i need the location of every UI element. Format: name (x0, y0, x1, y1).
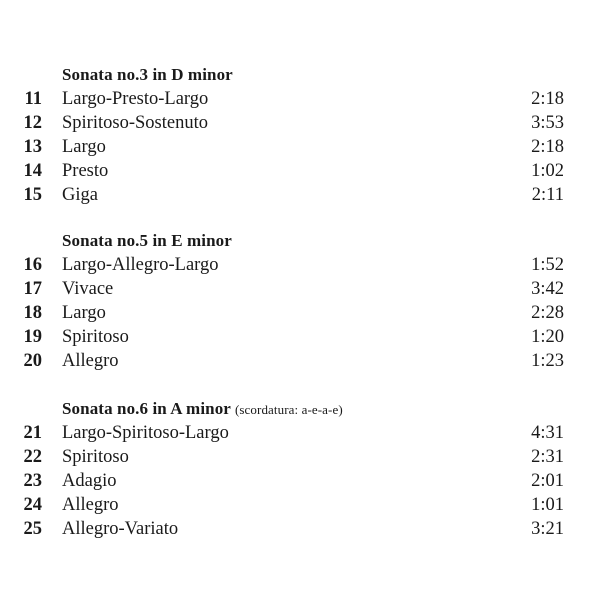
track-duration: 2:18 (531, 137, 564, 157)
track-number: 24 (23, 495, 42, 515)
track-number: 21 (23, 423, 42, 443)
track-row (0, 445, 600, 469)
track-duration: 1:02 (531, 161, 564, 181)
track-number: 25 (23, 519, 42, 539)
track-duration: 2:11 (531, 185, 564, 205)
track-title: Spiritoso (62, 447, 129, 467)
track-row (0, 159, 600, 183)
track-title: Vivace (62, 279, 114, 299)
track-duration: 2:31 (531, 447, 564, 467)
track-row (0, 517, 600, 541)
track-title: Allegro (62, 351, 119, 371)
track-number: 19 (23, 327, 42, 347)
track-number: 16 (23, 255, 42, 275)
track-duration: 2:28 (531, 303, 564, 323)
track-row (0, 301, 600, 325)
track-number: 15 (23, 185, 42, 205)
track-row (0, 325, 600, 349)
track-row (0, 135, 600, 159)
track-title: Adagio (62, 471, 117, 491)
track-duration: 1:01 (531, 495, 564, 515)
track-title: Allegro-Variato (62, 519, 179, 539)
track-row (0, 277, 600, 301)
track-duration: 3:42 (531, 279, 564, 299)
track-title: Presto (62, 161, 109, 181)
section-heading (62, 397, 343, 422)
section-heading (62, 229, 236, 254)
track-number: 18 (23, 303, 42, 323)
track-duration: 3:53 (531, 113, 564, 133)
section-title: Sonata no.3 in D minor (62, 65, 233, 84)
track-duration: 4:31 (531, 423, 564, 443)
track-title: Largo-Allegro-Largo (62, 255, 219, 275)
track-row (0, 183, 600, 207)
track-row (0, 111, 600, 135)
track-number: 13 (23, 137, 42, 157)
track-number: 12 (23, 113, 42, 133)
track-title: Largo (62, 137, 106, 157)
track-row (0, 253, 600, 277)
section-title: Sonata no.5 in E minor (62, 231, 232, 250)
track-title: Allegro (62, 495, 119, 515)
track-number: 11 (24, 89, 42, 109)
track-duration: 3:21 (531, 519, 564, 539)
track-title: Largo-Spiritoso-Largo (62, 423, 229, 443)
track-title: Giga (62, 185, 98, 205)
track-number: 22 (23, 447, 42, 467)
track-title: Largo (62, 303, 106, 323)
track-number: 14 (23, 161, 42, 181)
track-title: Spiritoso (62, 327, 129, 347)
track-row (0, 469, 600, 493)
track-duration: 1:20 (531, 327, 564, 347)
track-row (0, 349, 600, 373)
track-number: 20 (23, 351, 42, 371)
section-title: Sonata no.6 in A minor (62, 399, 231, 418)
section-note: (scordatura: a-e-a-e) (234, 402, 343, 417)
track-duration: 1:23 (531, 351, 564, 371)
track-row (0, 421, 600, 445)
track-title: Spiritoso-Sostenuto (62, 113, 208, 133)
section-heading (62, 63, 237, 88)
track-title: Largo-Presto-Largo (62, 89, 209, 109)
track-duration: 1:52 (531, 255, 564, 275)
track-number: 17 (23, 279, 42, 299)
track-duration: 2:18 (531, 89, 564, 109)
track-duration: 2:01 (531, 471, 564, 491)
track-number: 23 (23, 471, 42, 491)
track-row (0, 493, 600, 517)
track-row (0, 87, 600, 111)
